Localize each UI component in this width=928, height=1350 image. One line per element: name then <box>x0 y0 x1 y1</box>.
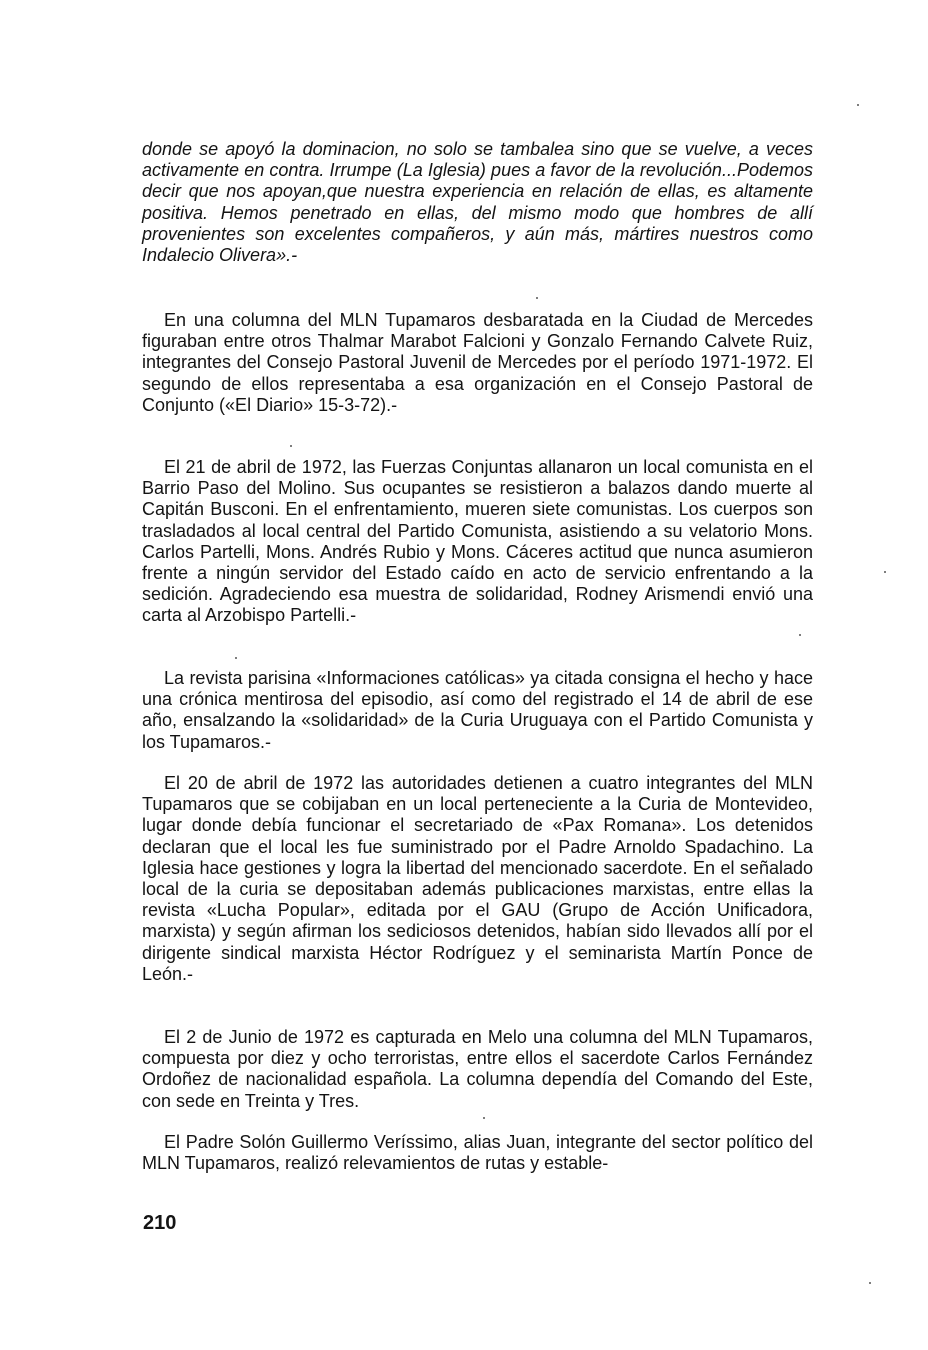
paragraph-quote-continuation: donde se apoyó la dominacion, no solo se tambalea sino que se vuelve, a veces activamente en contra. Irrumpe (La Iglesia) pues a favor de la revolución...Podemos decir que nos apoyan,que nuestra experiencia en relación de ellas, es altamente positiva. Hemos penetrado en ellas, del mismo modo que hombres de allí provenientes son excelentes compañeros, y aún más, mártires nuestros como Indalecio Olivera».- <box>142 139 813 266</box>
paragraph-june-2-capture: El 2 de Junio de 1972 es capturada en Melo una columna del MLN Tupamaros, compuesta por diez y ocho terroristas, entre ellos el sacerdote Carlos Fernández Ordoñez de nacionalidad española. La columna dependía del Comando del Este, con sede en Treinta y Tres. <box>142 1027 813 1111</box>
scan-speck <box>536 297 538 299</box>
paragraph-april-21-raid: El 21 de abril de 1972, las Fuerzas Conjuntas allanaron un local comunista en el Barrio Paso del Molino. Sus ocupantes se resistieron a balazos dando muerte al Capitán Busconi. En el enfrentamiento, mueren siete comunistas. Los cuerpos son trasladados al local central del Partido Comunista, asistiendo a su velatorio Mons. Carlos Partelli, Mons. Andrés Rubio y Mons. Cáceres actitud que nunca asumieron frente a ningún servidor del Estado caído en acto de servicio enfrentando a la sedición. Agradeciendo esa muestra de solidaridad, Rodney Arismendi envió una carta al Arzobispo Partelli.- <box>142 457 813 626</box>
paragraph-april-20-detention: El 20 de abril de 1972 las autoridades detienen a cuatro integrantes del MLN Tupamaros que se cobijaban en un local perteneciente a la Curia de Montevideo, lugar donde debía funcionar el secretariado de «Pax Romana». Los detenidos declaran que el local les fue suministrado por el Padre Arnoldo Spadachino. La Iglesia hace gestiones y logra la libertad del mencionado sacerdote. En el señalado local de la curia se depositaban además publicaciones marxistas, entre ellas la revista «Lucha Popular», editada por el GAU (Grupo de Acción Unificadora, marxista) y según afirman los sediciosos detenidos, habían sido llevados allí por el dirigente sindical marxista Héctor Rodríguez y el seminarista Martín Ponce de León.- <box>142 773 813 984</box>
scan-speck <box>483 1117 485 1119</box>
scan-speck <box>869 1282 871 1284</box>
scan-speck <box>857 104 859 106</box>
page-number: 210 <box>143 1212 177 1234</box>
scan-speck <box>799 634 801 636</box>
paragraph-mercedes-column: En una columna del MLN Tupamaros desbaratada en la Ciudad de Mercedes figuraban entre otros Thalmar Marabot Falcioni y Gonzalo Fernando Calvete Ruiz, integrantes del Consejo Pastoral Juvenil de Mercedes por el período 1971-1972. El segundo de ellos representaba a esa organización en el Consejo Pastoral de Conjunto («El Diario» 15-3-72).- <box>142 310 813 415</box>
scan-speck <box>290 445 292 447</box>
scan-speck <box>884 571 886 573</box>
paragraph-informaciones-catolicas: La revista parisina «Informaciones católicas» ya citada consigna el hecho y hace una crónica mentirosa del episodio, así como del registrado el 14 de abril de ese año, ensalzando la «solidaridad» de la Curia Uruguaya con el Partido Comunista y los Tupamaros.- <box>142 668 813 752</box>
scan-speck <box>235 657 237 659</box>
paragraph-solon-verissimo: El Padre Solón Guillermo Veríssimo, alias Juan, integrante del sector político del MLN Tupamaros, realizó relevamientos de rutas y estable- <box>142 1132 813 1174</box>
